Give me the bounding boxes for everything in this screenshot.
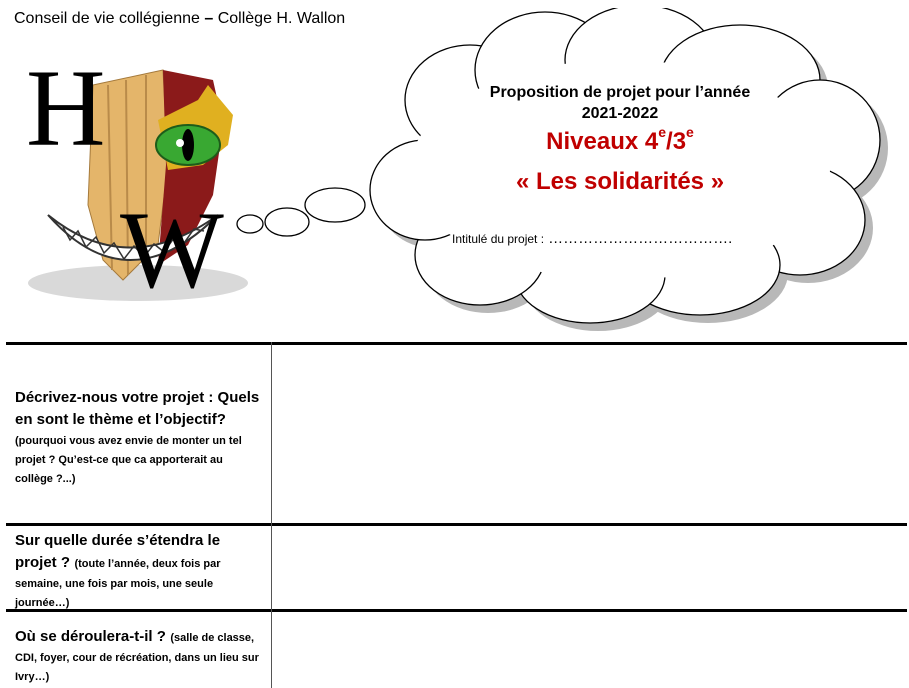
level-sup1: e [658,124,667,140]
level-prefix: Niveaux 4 [546,128,659,155]
header-org: Conseil de vie collégienne [14,10,200,27]
project-title [440,82,800,124]
table-row-duration [15,530,263,612]
project-title-line1: Proposition de projet pour l’année [489,84,751,101]
project-name-dots[interactable]: ………………………………. [548,230,733,247]
theme-heading: « Les solidarités » [515,168,725,195]
level-sup2: e [686,124,694,140]
table-row-location [15,626,263,686]
header-school: Collège H. Wallon [217,10,346,27]
project-name-field[interactable] [452,230,732,247]
bubble-medium [265,208,309,236]
hint-description: (pourquoi vous avez envie de monter un tel projet ? Qu’est-ce que ca apporterait au collège ?...) [15,435,242,485]
logo-letter-w: W [120,189,224,311]
answer-area-description[interactable] [273,345,907,523]
project-form-table [6,342,907,688]
project-year: 2021-2022 [581,105,659,122]
answer-area-location[interactable] [273,612,907,688]
hint-duration: (toute l’année, deux fois par semaine, une fois par mois, une seule journée…) [15,558,221,609]
level-sep: /3 [666,128,687,155]
question-description: Décrivez-nous votre projet : Quels en sont le thème et l’objectif? [15,389,260,428]
header-dash: – [199,10,218,27]
question-location: Où se déroulera-t-il ? [15,628,166,645]
school-logo [8,45,258,315]
hint-location: (salle de classe, CDI, foyer, cour de récréation, dans un lieu sur Ivry…) [15,632,259,683]
bubble-large [305,188,365,222]
table-row-description [15,387,263,488]
project-name-label: Intitulé du projet : [452,232,545,246]
bubble-small [237,215,263,233]
answer-area-duration[interactable] [273,526,907,609]
table-column-divider [271,342,272,688]
level-heading [440,124,800,156]
question-duration: Sur quelle durée s’étendra le projet ? [15,532,221,571]
logo-letter-h: H [26,47,106,169]
